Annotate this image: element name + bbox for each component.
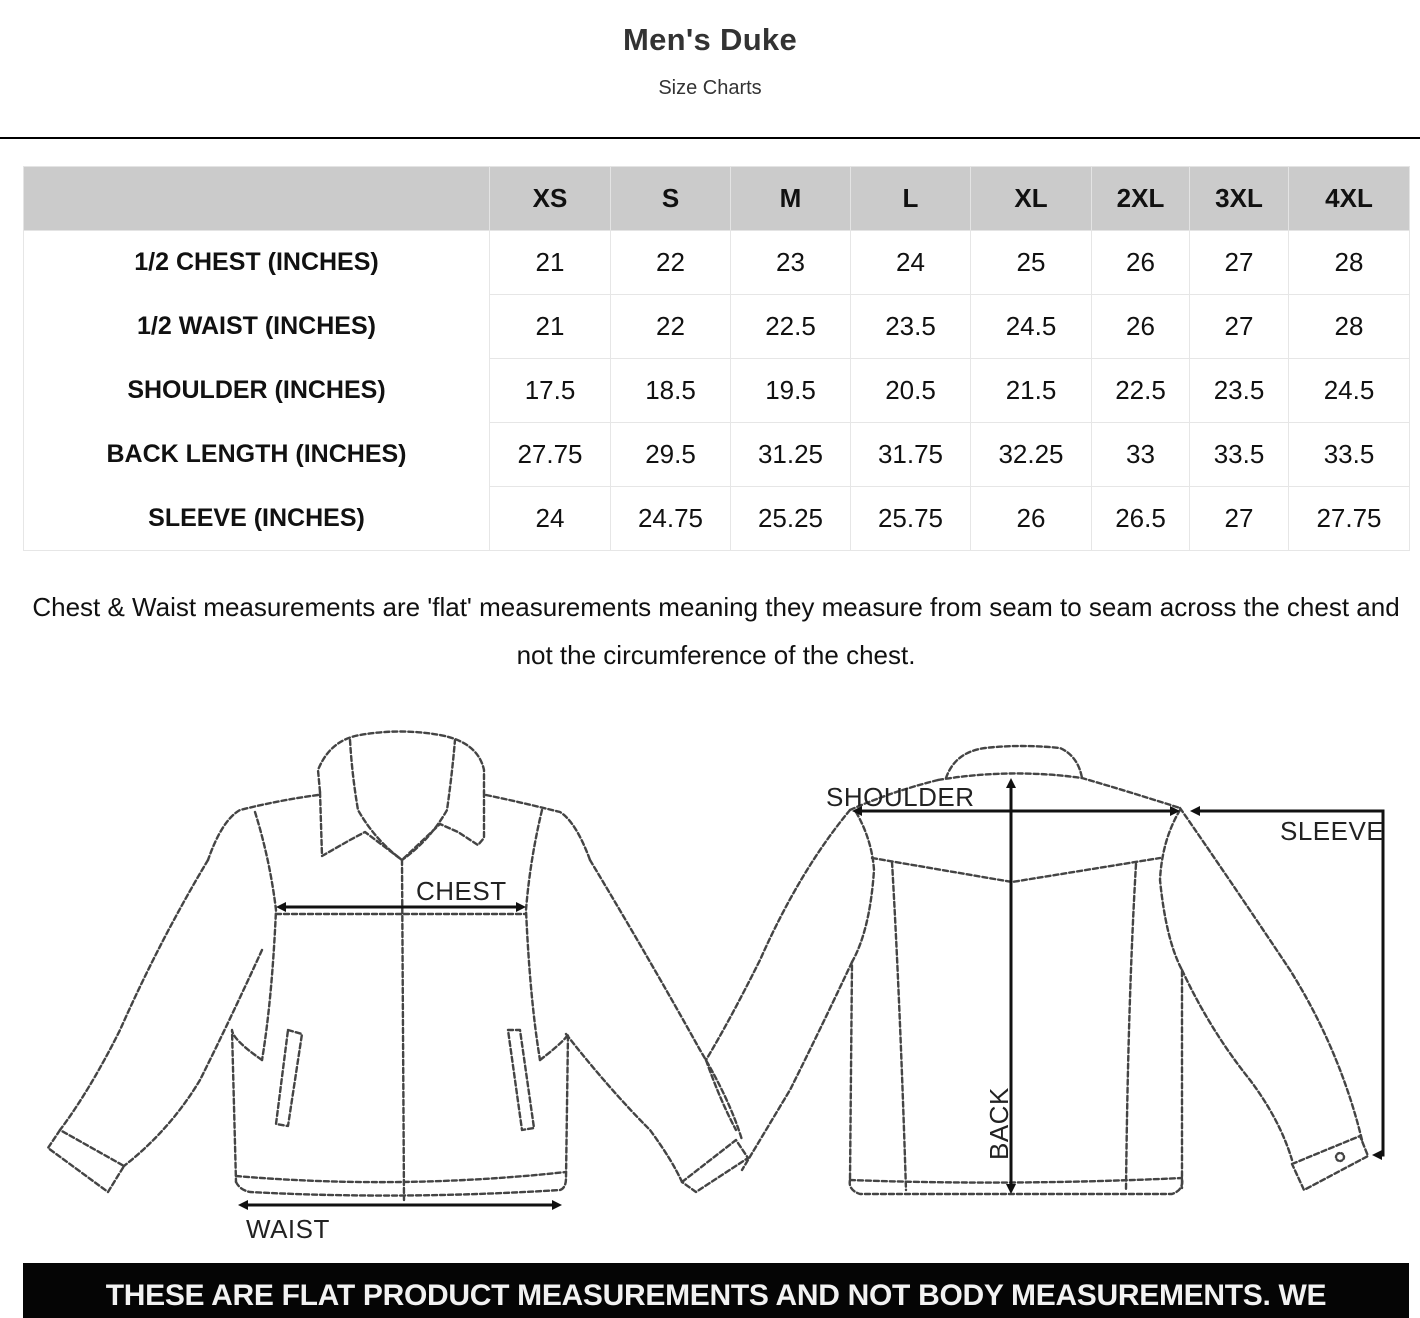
size-chart-table: [23, 166, 1410, 551]
table-cell: 26: [1092, 295, 1190, 359]
table-cell: 24: [490, 487, 611, 551]
table-cell: 24.5: [1289, 359, 1410, 423]
table-cell: 22: [611, 231, 731, 295]
page-subtitle: Size Charts: [658, 77, 762, 99]
column-header-4xl: 4XL: [1289, 167, 1410, 231]
table-cell: 24: [851, 231, 971, 295]
column-header-2xl: 2XL: [1092, 167, 1190, 231]
back-jacket-icon: [706, 746, 1368, 1194]
jacket-measurement-diagram: [0, 700, 1420, 1260]
column-header-xs: XS: [490, 167, 611, 231]
table-cell: 26.5: [1092, 487, 1190, 551]
table-cell: 25.25: [731, 487, 851, 551]
table-cell: 25.75: [851, 487, 971, 551]
table-cell: 22: [611, 295, 731, 359]
back-label: BACK: [984, 1087, 1014, 1160]
front-jacket-icon: [48, 732, 748, 1201]
table-cell: 17.5: [490, 359, 611, 423]
table-cell: 26: [1092, 231, 1190, 295]
table-cell: 20.5: [851, 359, 971, 423]
sleeve-label: SLEEVE: [1280, 816, 1385, 846]
row-label-sleeve: SLEEVE (INCHES): [24, 487, 490, 551]
table-cell: 21: [490, 295, 611, 359]
waist-arrow-icon: [238, 1200, 562, 1210]
table-cell: 18.5: [611, 359, 731, 423]
table-cell: 31.25: [731, 423, 851, 487]
waist-label: WAIST: [246, 1214, 330, 1244]
row-label-back-length: BACK LENGTH (INCHES): [24, 423, 490, 487]
shoulder-label: SHOULDER: [826, 782, 975, 812]
page-header: [0, 0, 1420, 139]
table-cell: 24.75: [611, 487, 731, 551]
table-cell: 27: [1190, 231, 1289, 295]
table-cell: 33.5: [1190, 423, 1289, 487]
table-cell: 28: [1289, 295, 1410, 359]
table-cell: 21: [490, 231, 611, 295]
table-cell: 22.5: [731, 295, 851, 359]
measurement-note: Chest & Waist measurements are 'flat' measurements meaning they measure from seam to seam across the chest and not the circumference of the chest.: [32, 592, 1400, 670]
row-label-chest: 1/2 CHEST (INCHES): [24, 231, 490, 295]
table-header-row: [24, 167, 1410, 231]
table-cell: 23: [731, 231, 851, 295]
table-cell: 27: [1190, 295, 1289, 359]
table-cell: 21.5: [971, 359, 1092, 423]
table-cell: 29.5: [611, 423, 731, 487]
table-row: [24, 423, 1410, 487]
table-cell: 33: [1092, 423, 1190, 487]
table-cell: 28: [1289, 231, 1410, 295]
table-cell: 24.5: [971, 295, 1092, 359]
column-header-xl: XL: [971, 167, 1092, 231]
column-header-3xl: 3XL: [1190, 167, 1289, 231]
column-header-s: S: [611, 167, 731, 231]
table-cell: 27.75: [1289, 487, 1410, 551]
row-label-shoulder: SHOULDER (INCHES): [24, 359, 490, 423]
disclaimer-banner: [23, 1263, 1409, 1318]
table-cell: 27.75: [490, 423, 611, 487]
table-cell: 26: [971, 487, 1092, 551]
table-cell: 19.5: [731, 359, 851, 423]
table-cell: 25: [971, 231, 1092, 295]
chest-label: CHEST: [416, 876, 507, 906]
table-cell: 31.75: [851, 423, 971, 487]
table-cell: 32.25: [971, 423, 1092, 487]
table-cell: 33.5: [1289, 423, 1410, 487]
table-row: [24, 487, 1410, 551]
row-label-waist: 1/2 WAIST (INCHES): [24, 295, 490, 359]
table-cell: 23.5: [851, 295, 971, 359]
table-row: [24, 295, 1410, 359]
table-cell: 22.5: [1092, 359, 1190, 423]
column-header-l: L: [851, 167, 971, 231]
table-cell: 23.5: [1190, 359, 1289, 423]
column-header-empty: [24, 167, 490, 231]
jacket-illustration-icon: [0, 700, 1420, 1260]
table-row: [24, 359, 1410, 423]
disclaimer-text: THESE ARE FLAT PRODUCT MEASUREMENTS AND NOT BODY MEASUREMENTS. WE: [105, 1279, 1327, 1312]
table-cell: 27: [1190, 487, 1289, 551]
table-row: [24, 231, 1410, 295]
page-title: Men's Duke: [622, 22, 798, 57]
column-header-m: M: [731, 167, 851, 231]
